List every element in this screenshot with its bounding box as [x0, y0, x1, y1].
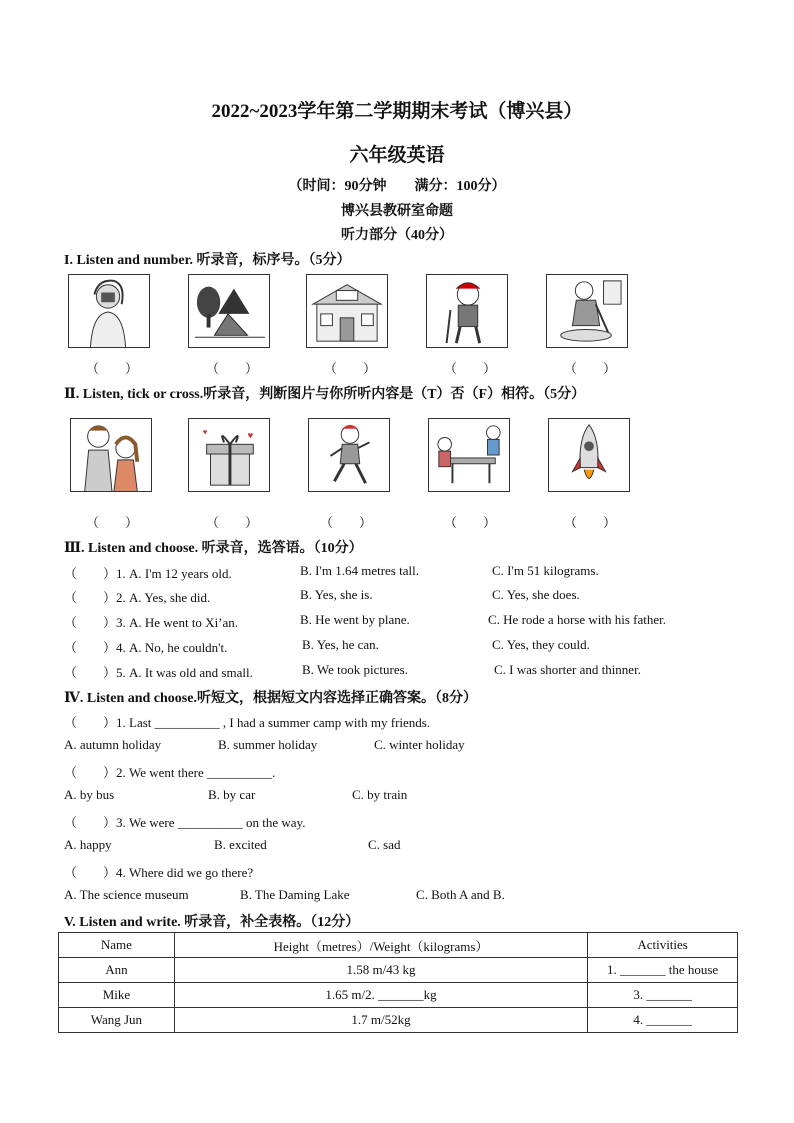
couple-icon: [70, 418, 152, 492]
s3-q4-c: C. Yes, they could.: [492, 637, 590, 652]
svg-text:♥: ♥: [202, 427, 208, 437]
section-2-blank-3[interactable]: （ ）: [320, 515, 373, 530]
info-table: [58, 932, 738, 1033]
table-cell: 1.7 m/52kg: [174, 1008, 587, 1033]
girl-photo-icon: [68, 274, 150, 348]
table-cell[interactable]: 4. _______: [588, 1008, 738, 1033]
table-cell[interactable]: 1.65 m/2. _______kg: [174, 983, 587, 1008]
table-cell: 1.58 m/43 kg: [174, 958, 587, 983]
s4-q1-b: B. summer holiday: [218, 737, 318, 752]
s4-q2-b: B. by car: [208, 787, 256, 802]
girl-running-icon: [308, 418, 390, 492]
s4-q1-c: C. winter holiday: [374, 737, 465, 752]
section-4-title: Ⅳ. Listen and choose.听短文，根据短文内容选择正确答案。（8分）: [64, 691, 477, 706]
s3-q3-b: B. He went by plane.: [300, 612, 410, 627]
s4-q4-c: C. Both A and B.: [416, 887, 505, 902]
s4-q2-a: A. by bus: [64, 787, 115, 802]
s3-q5-c: C. I was shorter and thinner.: [494, 662, 641, 677]
bookstore-icon: [306, 274, 388, 348]
s4-q3: （ ）3. We were __________ on the way.: [64, 815, 306, 830]
section-2-blank-1[interactable]: （ ）: [86, 515, 139, 530]
table-header-cell: Activities: [588, 933, 738, 958]
table-cell[interactable]: 1. _______ the house: [588, 958, 738, 983]
section-1-blank-3[interactable]: （ ）: [324, 361, 377, 376]
s4-q2-c: C. by train: [352, 787, 408, 802]
s4-q2: （ ）2. We went there __________.: [64, 765, 276, 780]
s3-q4: （ ）4. A. No, he couldn't.: [64, 640, 228, 655]
part-heading: 听力部分（40分）: [341, 228, 453, 243]
section-2-blank-2[interactable]: （ ）: [206, 515, 259, 530]
tent-trees-icon: [188, 274, 270, 348]
author: 博兴县教研室命题: [341, 204, 453, 219]
time-info: （时间：90分钟 满分：100分）: [288, 179, 506, 194]
girl-cleaning-icon: [546, 274, 628, 348]
svg-text:♥: ♥: [247, 430, 254, 442]
s4-q4: （ ）4. Where did we go there?: [64, 865, 254, 880]
s3-q2-b: B. Yes, she is.: [300, 587, 373, 602]
section-2-title: Ⅱ. Listen, tick or cross.听录音，判断图片与你所听内容是（T）否（F）相符。（5分）: [64, 387, 586, 402]
s3-q4-b: B. Yes, he can.: [302, 637, 379, 652]
exam-subtitle: 六年级英语: [349, 145, 445, 166]
section-1-title: I. Listen and number. 听录音，标序号。（5分）: [64, 253, 351, 268]
gift-box-icon: [188, 418, 270, 492]
section-2-blank-5[interactable]: （ ）: [564, 515, 617, 530]
section-1-blank-5[interactable]: （ ）: [564, 361, 617, 376]
table-header-cell: Height（metres）/Weight（kilograms）: [174, 933, 587, 958]
s3-q3: （ ）3. A. He went to Xi’an.: [64, 615, 239, 630]
s4-q3-b: B. excited: [214, 837, 267, 852]
table-row: [59, 983, 738, 1008]
table-cell[interactable]: 3. _______: [588, 983, 738, 1008]
s3-q5-b: B. We took pictures.: [302, 662, 408, 677]
section-3-title: Ⅲ. Listen and choose. 听录音，选答语。（10分）: [64, 541, 363, 556]
s4-q1: （ ）1. Last __________ , I had a summer camp with my friends.: [64, 715, 431, 730]
table-header-row: [59, 933, 738, 958]
table-row: [59, 958, 738, 983]
s4-q3-a: A. happy: [64, 837, 112, 852]
s4-q1-a: A. autumn holiday: [64, 737, 162, 752]
ping-pong-icon: [428, 418, 510, 492]
boy-hiking-icon: [426, 274, 508, 348]
rocket-icon: [548, 418, 630, 492]
s4-q3-c: C. sad: [368, 837, 401, 852]
section-1-blank-1[interactable]: （ ）: [86, 361, 139, 376]
section-2-blank-4[interactable]: （ ）: [444, 515, 497, 530]
s3-q1: （ ）1. A. I'm 12 years old.: [64, 566, 232, 581]
s3-q5: （ ）5. A. It was old and small.: [64, 665, 253, 680]
exam-title: 2022~2023学年第二学期期末考试（博兴县）: [211, 101, 583, 122]
s3-q2: （ ）2. A. Yes, she did.: [64, 590, 211, 605]
table-cell: Wang Jun: [59, 1008, 175, 1033]
table-row: [59, 1008, 738, 1033]
s3-q1-c: C. I'm 51 kilograms.: [492, 563, 599, 578]
s3-q3-c: C. He rode a horse with his father.: [488, 612, 666, 627]
table-cell: Mike: [59, 983, 175, 1008]
s3-q2-c: C. Yes, she does.: [492, 587, 580, 602]
section-1-blank-4[interactable]: （ ）: [444, 361, 497, 376]
table-cell: Ann: [59, 958, 175, 983]
section-5-title: V. Listen and write. 听录音，补全表格。（12分）: [64, 915, 360, 930]
s3-q1-b: B. I'm 1.64 metres tall.: [300, 563, 419, 578]
s4-q4-a: A. The science museum: [64, 887, 189, 902]
section-1-blank-2[interactable]: （ ）: [206, 361, 259, 376]
table-header-cell: Name: [59, 933, 175, 958]
s4-q4-b: B. The Daming Lake: [240, 887, 350, 902]
